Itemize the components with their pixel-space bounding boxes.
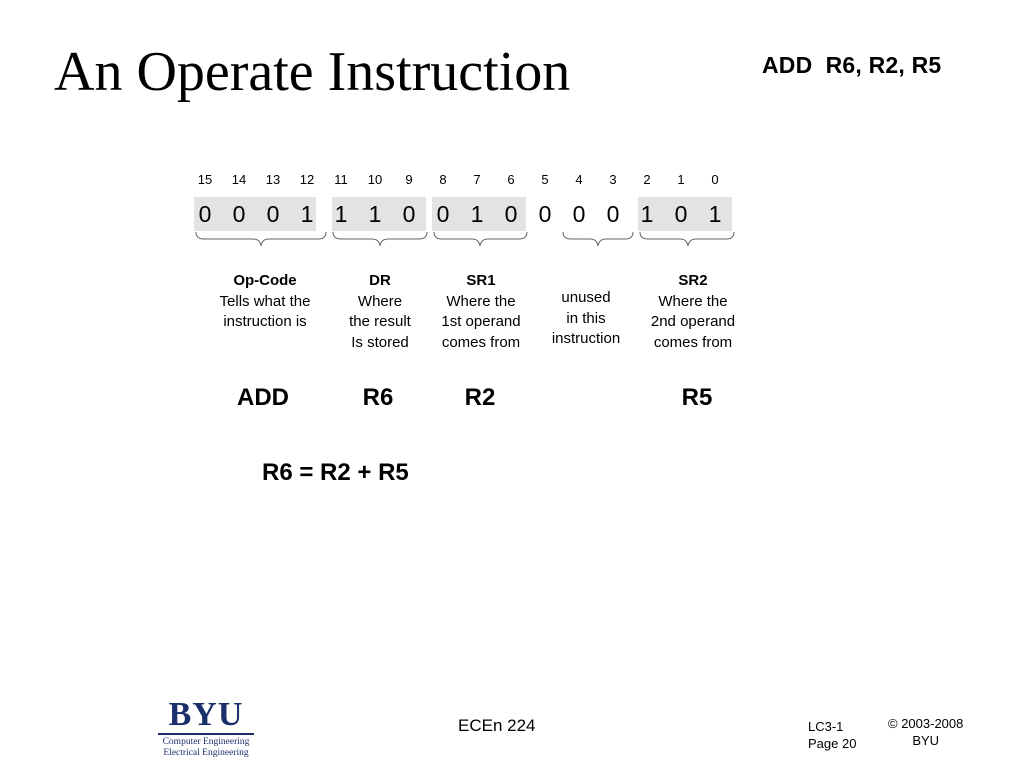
- slide-title: An Operate Instruction: [54, 41, 571, 103]
- opcode-brace: [196, 232, 326, 246]
- field-sr2: [638, 271, 748, 353]
- unused-brace: [563, 232, 633, 246]
- byu-logo: [156, 696, 256, 759]
- field-name: SR2: [678, 272, 708, 289]
- mnemonic-dr: R6: [362, 384, 394, 411]
- field-desc-line: instruction: [551, 330, 621, 347]
- bit-number: 9: [405, 172, 413, 187]
- bit-value: 0: [572, 201, 586, 227]
- bit-value: 0: [266, 201, 280, 227]
- bit-value: 0: [538, 201, 552, 227]
- bit-value: 1: [640, 201, 654, 227]
- field-name: SR1: [466, 272, 496, 289]
- bit-value: 1: [470, 201, 484, 227]
- slide-reference: [808, 718, 856, 752]
- equation: R6 = R2 + R5: [262, 459, 409, 486]
- bit-number: 13: [265, 172, 281, 187]
- bit-number: 10: [367, 172, 383, 187]
- mnemonic-opcode: ADD: [237, 384, 289, 411]
- copyright-years: © 2003-2008: [888, 716, 964, 731]
- bit-number: 14: [231, 172, 247, 187]
- bit-value: 0: [674, 201, 688, 227]
- course-label: ECEn 224: [458, 716, 536, 735]
- field-desc-line: Where the: [446, 292, 516, 310]
- field-desc-line: the result: [349, 313, 411, 330]
- page-number: Page 20: [808, 736, 857, 751]
- field-name: Op-Code: [233, 272, 297, 289]
- instruction-heading: ADD R6, R2, R5: [762, 52, 942, 78]
- field-desc-line: comes from: [441, 333, 521, 351]
- bit-number: 4: [575, 172, 583, 187]
- bit-value: 0: [232, 201, 246, 227]
- copyright-org: BYU: [912, 733, 940, 748]
- field-desc-line: Is stored: [351, 333, 409, 351]
- field-desc-line: comes from: [653, 333, 733, 351]
- field-desc-line: 2nd operand: [650, 313, 736, 330]
- bit-number: 2: [643, 172, 651, 187]
- bit-number: 0: [711, 172, 719, 187]
- bit-number: 8: [439, 172, 447, 187]
- bit-value: 1: [334, 201, 348, 227]
- logo-subtitle-1: Computer Engineering: [162, 737, 250, 747]
- mnemonic-sr2: R5: [681, 384, 713, 411]
- field-desc-line: unused: [561, 289, 611, 306]
- logo-subtitle-2: Electrical Engineering: [163, 748, 249, 758]
- bit-value: 0: [606, 201, 620, 227]
- bit-value: 1: [708, 201, 722, 227]
- dr-brace: [333, 232, 427, 246]
- field-name: DR: [369, 272, 391, 289]
- copyright: [888, 715, 963, 749]
- bit-number: 11: [334, 172, 348, 187]
- bit-number: 6: [507, 172, 515, 187]
- bit-number: 3: [609, 172, 617, 187]
- bit-value: 0: [436, 201, 450, 227]
- bit-number: 1: [677, 172, 685, 187]
- field-dr: [330, 271, 430, 353]
- field-sr1: [431, 271, 531, 353]
- mnemonic-sr1: R2: [464, 384, 496, 411]
- sr2-brace: [640, 232, 734, 246]
- bit-number: 5: [541, 172, 549, 187]
- field-desc-line: Where: [357, 292, 403, 310]
- slide-id: LC3-1: [808, 719, 844, 734]
- field-opcode: [200, 271, 330, 333]
- field-unused: [536, 288, 636, 350]
- field-desc-line: Tells what the: [219, 292, 311, 310]
- field-desc-line: in this: [566, 309, 606, 327]
- sr1-brace: [434, 232, 527, 246]
- field-desc-line: Where the: [658, 292, 728, 310]
- bit-number: 7: [473, 172, 481, 187]
- bit-number: 15: [197, 172, 213, 187]
- bit-value: 0: [198, 201, 212, 227]
- bit-number: 12: [299, 172, 315, 187]
- field-desc-line: 1st operand: [441, 313, 521, 330]
- bit-value: 0: [504, 201, 518, 227]
- bit-value: 1: [300, 201, 314, 227]
- logo-text: BYU: [168, 696, 244, 733]
- field-desc-line: instruction is: [223, 313, 307, 330]
- bit-value: 1: [368, 201, 382, 227]
- bit-value: 0: [402, 201, 416, 227]
